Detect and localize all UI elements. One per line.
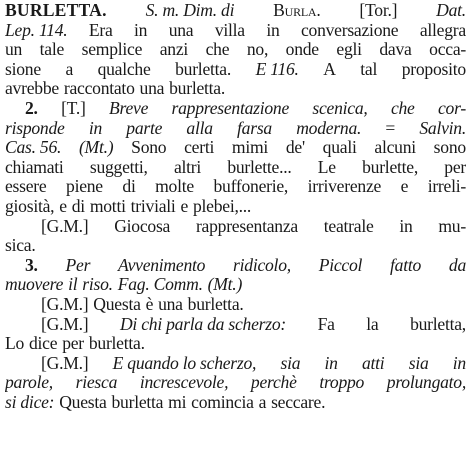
word: per — [444, 157, 466, 177]
word: triviali — [130, 196, 176, 216]
word: a — [258, 392, 267, 412]
grammar-label: S. m. Dim. di — [145, 1, 235, 20]
entry-line-16 — [5, 295, 466, 315]
source-tag: [T.] — [61, 98, 86, 118]
entry-line-8 — [5, 138, 466, 158]
word: burletta. — [187, 294, 244, 314]
word: tal — [360, 59, 378, 79]
word: in — [134, 20, 148, 40]
definition-word: rappresentazione — [171, 98, 290, 118]
source-tag: [G.M.] — [41, 314, 89, 334]
word: Questa — [59, 392, 107, 412]
word: qualche — [97, 59, 151, 79]
source-tag: [G.M.] — [41, 353, 89, 373]
word: semplice — [81, 40, 143, 60]
definition-word: alla — [186, 118, 213, 138]
citation-ref: Cas. 56. — [5, 138, 62, 158]
word: e — [180, 196, 189, 216]
definition-word: atti — [361, 353, 385, 373]
usage-label: E quando lo scherzo, — [112, 353, 257, 373]
word: essere — [5, 177, 47, 197]
word: Giocosa — [114, 216, 171, 236]
word: la — [366, 314, 379, 334]
word: burlette, — [362, 157, 418, 177]
word: proposito — [401, 59, 466, 79]
definition-word: muovere — [5, 275, 64, 295]
word: un — [5, 40, 23, 60]
definition-word: perchè — [250, 373, 297, 393]
definition-word: fatto — [390, 255, 422, 275]
word: molte — [155, 177, 194, 197]
word: tale — [39, 40, 65, 60]
definition-word: parte — [126, 118, 163, 138]
word: dava — [379, 40, 412, 60]
word: di — [122, 177, 136, 197]
entry-line-10 — [5, 177, 466, 197]
word: conversazione — [300, 20, 399, 40]
word: chiamati — [5, 157, 64, 177]
word: villa — [214, 20, 245, 40]
definition-word: Breve — [109, 98, 149, 118]
entry-line-1 — [5, 1, 466, 21]
entry-line-2 — [5, 21, 466, 41]
entry-line-5 — [5, 79, 466, 99]
entry-line-11 — [5, 197, 466, 217]
word: una — [139, 79, 165, 99]
entry-line-15 — [5, 275, 466, 295]
word: allegra — [419, 20, 466, 40]
word: de' — [285, 138, 305, 158]
word: piene — [66, 177, 103, 197]
word: A — [323, 59, 336, 79]
entry-line-9 — [5, 158, 466, 178]
definition-word: sia — [408, 353, 429, 373]
word: onde — [285, 40, 319, 60]
definition-word: sia — [280, 353, 301, 373]
word: Lo — [5, 334, 25, 354]
word: buffonerie, — [213, 177, 289, 197]
word: certi — [184, 138, 215, 158]
definition-word: ridicolo, — [233, 255, 291, 275]
entry-line-17 — [5, 315, 466, 335]
word: Sono — [131, 138, 167, 158]
usage-label: Di chi parla da scherzo: — [119, 314, 286, 334]
entry-line-7 — [5, 119, 466, 139]
word: raccontato — [63, 79, 135, 99]
citation-ref: E 116. — [255, 59, 299, 79]
etymon: Burla. — [273, 1, 321, 20]
word: occa- — [429, 40, 466, 60]
word: teatrale — [323, 216, 374, 236]
word: sica. — [5, 236, 36, 256]
word: altri — [173, 157, 202, 177]
source-tag: (Mt.) — [207, 275, 243, 295]
word: burletta. — [169, 79, 226, 99]
citation-author: Dat. — [436, 1, 466, 20]
word: no, — [246, 40, 269, 60]
word: sono — [433, 138, 466, 158]
source-tag: [G.M.] — [41, 294, 89, 314]
word: anzi — [159, 40, 189, 60]
word: irriverenze — [307, 177, 382, 197]
word: una — [158, 294, 183, 314]
word: e — [400, 177, 409, 197]
word: quali — [322, 138, 357, 158]
word: in — [399, 216, 413, 236]
entry-line-6 — [5, 99, 466, 119]
sense-number: 2. — [25, 98, 38, 118]
word: sione — [5, 59, 41, 79]
word: una — [168, 20, 194, 40]
citation-ref: Lep. 114. — [5, 20, 68, 40]
definition-word: in — [452, 353, 466, 373]
word: irreli- — [427, 177, 466, 197]
source-tag: [Tor.] — [359, 1, 398, 20]
entry-line-12 — [5, 217, 466, 237]
definition-word: in — [324, 353, 338, 373]
word: mi — [168, 392, 187, 412]
word: burlette... — [227, 157, 292, 177]
word: per — [62, 334, 84, 354]
word: è — [145, 294, 154, 314]
word: alcuni — [374, 138, 416, 158]
entry-line-13 — [5, 236, 466, 256]
usage-label: si dice: — [5, 392, 55, 412]
definition-word: il — [68, 275, 78, 295]
definition-word: prolungato, — [386, 373, 466, 393]
definition-word: troppo — [319, 373, 365, 393]
definition-word: scenica, — [312, 98, 368, 118]
word: avrebbe — [5, 79, 59, 99]
equals-sign: = — [385, 118, 396, 138]
sense-number: 3. — [25, 255, 38, 275]
word: egli — [336, 40, 362, 60]
word: plebei,... — [192, 196, 252, 216]
entry-line-4 — [5, 60, 466, 80]
entry-line-18 — [5, 334, 466, 354]
word: giosità, — [5, 196, 55, 216]
definition-word: riso. — [82, 275, 113, 295]
word: e — [59, 196, 67, 216]
definition-word: da — [448, 255, 466, 275]
entry-line-21 — [5, 393, 466, 413]
definition-word: riesca — [75, 373, 118, 393]
word: motti — [89, 196, 126, 216]
definition-word: moderna. — [296, 118, 362, 138]
word: seccare. — [271, 392, 326, 412]
entry-line-20 — [5, 373, 466, 393]
word: burletta, — [410, 314, 466, 334]
source-tag: (Mt.) — [78, 138, 114, 158]
entry-line-3 — [5, 40, 466, 60]
definition-word: increscevole, — [139, 373, 229, 393]
word: Questa — [93, 294, 141, 314]
word: mimi — [231, 138, 269, 158]
definition-word: parole, — [5, 373, 53, 393]
word: burletta. — [88, 334, 145, 354]
word: in — [266, 20, 280, 40]
word: comincia — [191, 392, 254, 412]
source-tag: [G.M.] — [41, 216, 89, 236]
entry-line-19 — [5, 354, 466, 374]
citation-author: Salvin. — [419, 118, 466, 138]
definition-word: farsa — [237, 118, 272, 138]
word: a — [65, 59, 74, 79]
definition-word: in — [88, 118, 103, 138]
word: Era — [88, 20, 113, 40]
word: Fa — [317, 314, 335, 334]
headword: BURLETTA. — [5, 1, 107, 20]
entry-line-14 — [5, 256, 466, 276]
word: mu- — [438, 216, 466, 236]
word: Le — [317, 157, 336, 177]
word: dice — [28, 334, 58, 354]
definition-word: Avvenimento — [118, 255, 206, 275]
word: suggetti, — [89, 157, 148, 177]
word: burletta. — [175, 59, 231, 79]
definition-word: cor- — [437, 98, 466, 118]
word: di — [71, 196, 85, 216]
word: rappresentanza — [195, 216, 298, 236]
definition-word: risponde — [5, 118, 65, 138]
definition-word: che — [390, 98, 415, 118]
definition-word: Piccol — [318, 255, 363, 275]
word: che — [205, 40, 230, 60]
definition-word: Per — [65, 255, 91, 275]
word: burletta — [111, 392, 164, 412]
citation-ref: Fag. Comm. — [117, 275, 203, 295]
